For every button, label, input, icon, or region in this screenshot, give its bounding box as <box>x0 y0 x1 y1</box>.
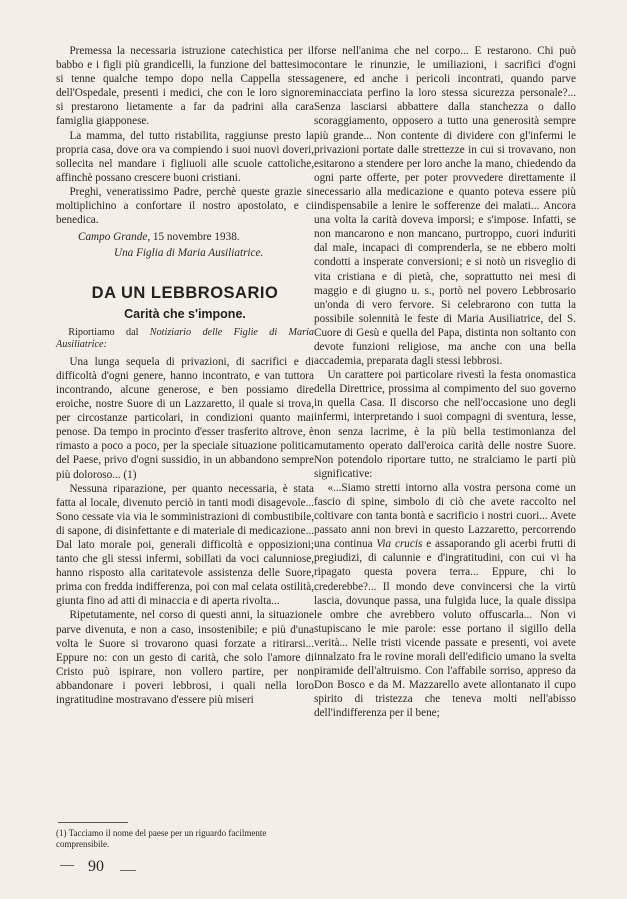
paragraph-name-day: Un carattere poi particolare rivestì la festa onomastica della Direttrice, prossima al compimento del suo governo in quella Casa. Il discorso che nell'occasione uno degli infermi, interpretando i suoi compagni di sventura, lesse, non senza lacrime, è la più bella testimonianza del mutamento operato dall'eroica carità delle nostre Suore. Non potendolo riportare tutto, ne stralciamo le parti più significative: <box>314 369 576 480</box>
left-column <box>56 44 314 707</box>
speech-via-crucis: Via crucis <box>376 538 423 551</box>
speech-part-2: e assaporando gli acerbi frutti di pregiudizi, di calunnie e d'ingratitudini, con cui vi ha ripagato questa povera terra... Eppure, chi lo crederebbe?... Il mondo deve convincersi che la virtù lascia, dovunque passa, una fulgida luce, la quale dissipa le ombre che avrebbero voluto offuscarla... Non vi stupiscano le mie parole: esse portano il sigillo della verità... Nelle tristi vicende passate e presenti, voi avete innalzato fra le rovine morali dell'edificio umano la svelta piramide dell'altruismo. Con l'affabile sorriso, appreso da Don Bosco e da M. Mazzarello avete allontanato il cupo spirito di tristezza che teneva molti nell'abisso dell'indifferenza per il bene; <box>314 538 576 720</box>
paragraph-baptism: Premessa la necessaria istruzione catechistica per il babbo e i figli più grandicelli, la funzione del battesimo si tenne qualche tempo dopo nella Cappella stessa dell'Ospedale, presenti i medici, che con le loro signore si prestarono lietamente a far da padrini alla cara famiglia giapponese. <box>56 45 314 128</box>
intro-prefix: Riportiamo dal <box>68 326 150 338</box>
speech-part-1: «...Siamo stretti intorno alla vostra persona come un fascio di spine, simbolo di ciò che avete raccolto nel coltivare con tanta bontà e sacrificio i nostri cuori... Avete passato anni non brevi in questo Lazzaretto, percorrendo una continua <box>314 481 576 551</box>
decorative-dash-right <box>120 870 136 871</box>
article-subheading: Carità che s'impone. <box>124 306 246 321</box>
paragraph-repeatedly: Ripetutamente, nel corso di questi anni, la situazione parve divenuta, e non a caso, insostenibile; e più d'una volta le Suore si trovarono quasi forzate a ritirarsi... Eppure no: con un gesto di carità, che solo l'amore di Cristo può ispirare, non vollero partire, per non abbandonare i poveri lebbrosi, i quali nella loro ingratitudine mostravano d'essere più miseri <box>56 609 314 707</box>
signature-date: , 15 novembre 1938. <box>147 231 240 244</box>
intro-source: Notiziario delle Figlie di Maria Ausiliatrice: <box>56 326 314 351</box>
paragraph-repairs: Nessuna riparazione, per quanto necessaria, è stata fatta al locale, divenuto perciò in tanti modi disagevole... Sono cessate via via le somministrazioni di combustibile, di sapone, di disinfettante e di materiale di medicazione... Dal lato morale poi, generali difficoltà e opposizioni; tanto che gli stessi infermi, sobillati da voci calunniose, hanno risposto alla caritatevole assistenza delle Suore, prima con fredda indifferenza, poi con mal celata ostilità, giunta fino ad atti di minaccia e di aperta rivolta... <box>56 482 314 608</box>
signature-place-date <box>56 230 314 244</box>
paragraph-privations: Una lunga sequela di privazioni, di sacrifici e di difficoltà d'ogni genere, hanno incontrato, e van tuttora incontrando, alcune generose, e ben possiamo dire eroiche, nostre Suore di un Lazzaretto, il quale si trova, per circostanze particolari, in condizioni quanto mai penose. Da tempo in procinto d'esser trasferito altrove, è rimasto a poco a poco, per la speciale situazione politica del Paese, privo d'ogni sussidio, in un abbandono sempre più doloroso... (1) <box>56 355 314 481</box>
paragraph-speech <box>314 481 576 721</box>
signature-author: Una Figlia di Maria Ausiliatrice. <box>114 247 264 260</box>
article-heading: DA UN LEBBROSARIO <box>91 284 279 303</box>
paragraph-they-stayed: forse nell'anima che nel corpo... E restarono. Chi può contare le rinunzie, le umiliazioni, i sacrifici d'ogni genere, ed anche i pericoli incontrati, quando parve minacciata perfino la loro stessa sicurezza personale?... Senza lasciarsi abbattere dalla stanchezza o dallo scoraggiamento, opposero a tutto una generosità sempre più grande... Non contente di dividere con gl'infermi le privazioni portate dalle strettezze in cui si trovavano, non esitarono a stendere per loro anche la mano, chiedendo da ogni parte offerte, per poter provvedere direttamente il necessario alla medicazione e quanto poteva essere più indispensabile a lenire le sofferenze dei malati... Ancora una volta la carità doveva imporsi; e s'impose. Infatti, se non mancarono e non mancano, purtroppo, cuori induriti dal male, incapaci di comprenderla, se ne ebbero molti condotti a insperate conversioni; e si notò un risveglio di vita cristiana e di pietà, che, soprattutto nei mesi di maggio e di giugno u. s., portò nel povero Lebbrosario un'onda di vero fervore. Si celebrarono con tutta la possibile solennità le feste di Maria Ausiliatrice, del S. Cuore di Gesù e quella del Papa, distinta non soltanto con devote funzioni religiose, ma anche con una bella accademia, preparata dagli stessi lebbrosi. <box>314 45 576 368</box>
footnote-rule <box>58 822 128 823</box>
right-column <box>314 44 576 721</box>
paragraph-prayer: Preghi, veneratissimo Padre, perchè queste grazie si moltiplichino a confortare il nostro apostolato, e ci benedica. <box>56 185 314 227</box>
page-number: 90 <box>88 858 104 875</box>
article-intro <box>56 327 314 352</box>
paragraph-mother: La mamma, del tutto ristabilita, raggiunse presto la propria casa, dove ora va compiendo i suoi nuovi doveri, sollecita nel mandare i figliuoli alle scuole cattoliche, affinchè possano crescere buoni cristiani. <box>56 129 314 184</box>
decorative-dash-left <box>60 865 74 866</box>
signature-place: Campo Grande <box>78 231 148 244</box>
footnote: (1) Tacciamo il nome del paese per un riguardo facilmente comprensibile. <box>56 828 267 849</box>
